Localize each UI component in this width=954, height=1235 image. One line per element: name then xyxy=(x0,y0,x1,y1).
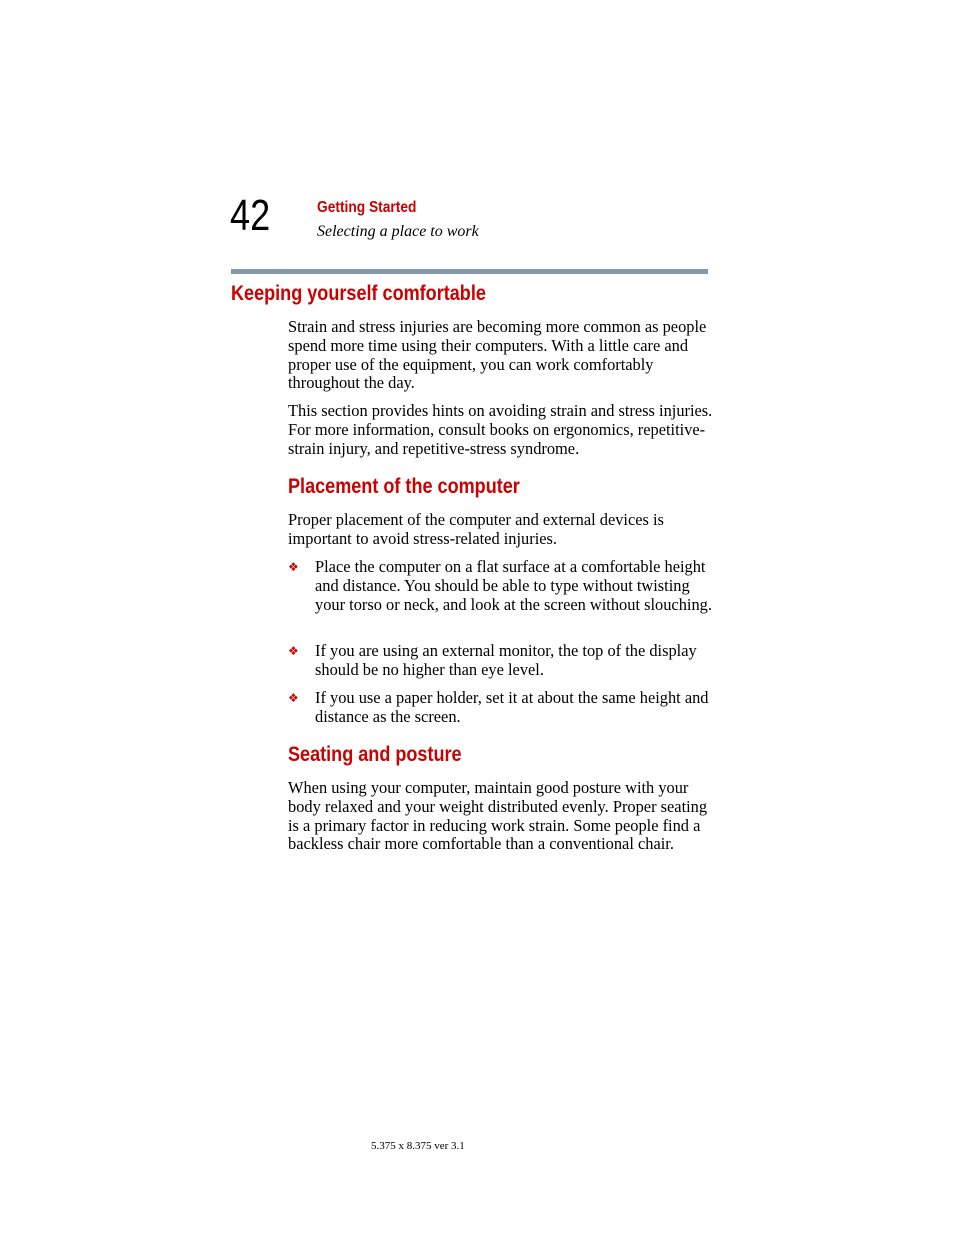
seating-paragraph: When using your computer, maintain good posture with your body relaxed and your weight distributed evenly. Proper seating is a primary factor in reducing work strain. Some people find a backless chair more comfortable than a conventional chair. xyxy=(288,778,708,854)
header-divider xyxy=(231,269,708,274)
footer-version: 5.375 x 8.375 ver 3.1 xyxy=(371,1140,465,1152)
intro-paragraph-2: This section provides hints on avoiding strain and stress injuries. For more information, consult books on ergonomics, repetitive-strain injury, and repetitive-stress syndrome. xyxy=(288,401,713,458)
list-item xyxy=(288,689,713,727)
page-number: 42 xyxy=(230,191,271,240)
seating-heading: Seating and posture xyxy=(288,743,462,766)
diamond-bullet-icon: ❖ xyxy=(288,560,299,574)
placement-paragraph: Proper placement of the computer and external devices is important to avoid stress-related injuries. xyxy=(288,510,664,548)
list-item xyxy=(288,642,713,680)
list-item-text: Place the computer on a flat surface at a comfortable height and distance. You should be able to type without twisting your torso or neck, and look at the screen without slouching. xyxy=(315,557,712,614)
list-item-text: If you are using an external monitor, the top of the display should be no higher than eye level. xyxy=(315,641,697,679)
section-heading: Keeping yourself comfortable xyxy=(231,282,486,305)
list-item xyxy=(288,558,713,614)
diamond-bullet-icon: ❖ xyxy=(288,691,299,705)
section-subtitle: Selecting a place to work xyxy=(317,223,479,240)
diamond-bullet-icon: ❖ xyxy=(288,644,299,658)
list-item-text: If you use a paper holder, set it at about the same height and distance as the screen. xyxy=(315,688,709,726)
chapter-title: Getting Started xyxy=(317,199,417,216)
intro-paragraph-1: Strain and stress injuries are becoming more common as people spend more time using their computers. With a little care and proper use of the equipment, you can work comfortably throughout the day. xyxy=(288,317,707,393)
placement-heading: Placement of the computer xyxy=(288,475,520,498)
